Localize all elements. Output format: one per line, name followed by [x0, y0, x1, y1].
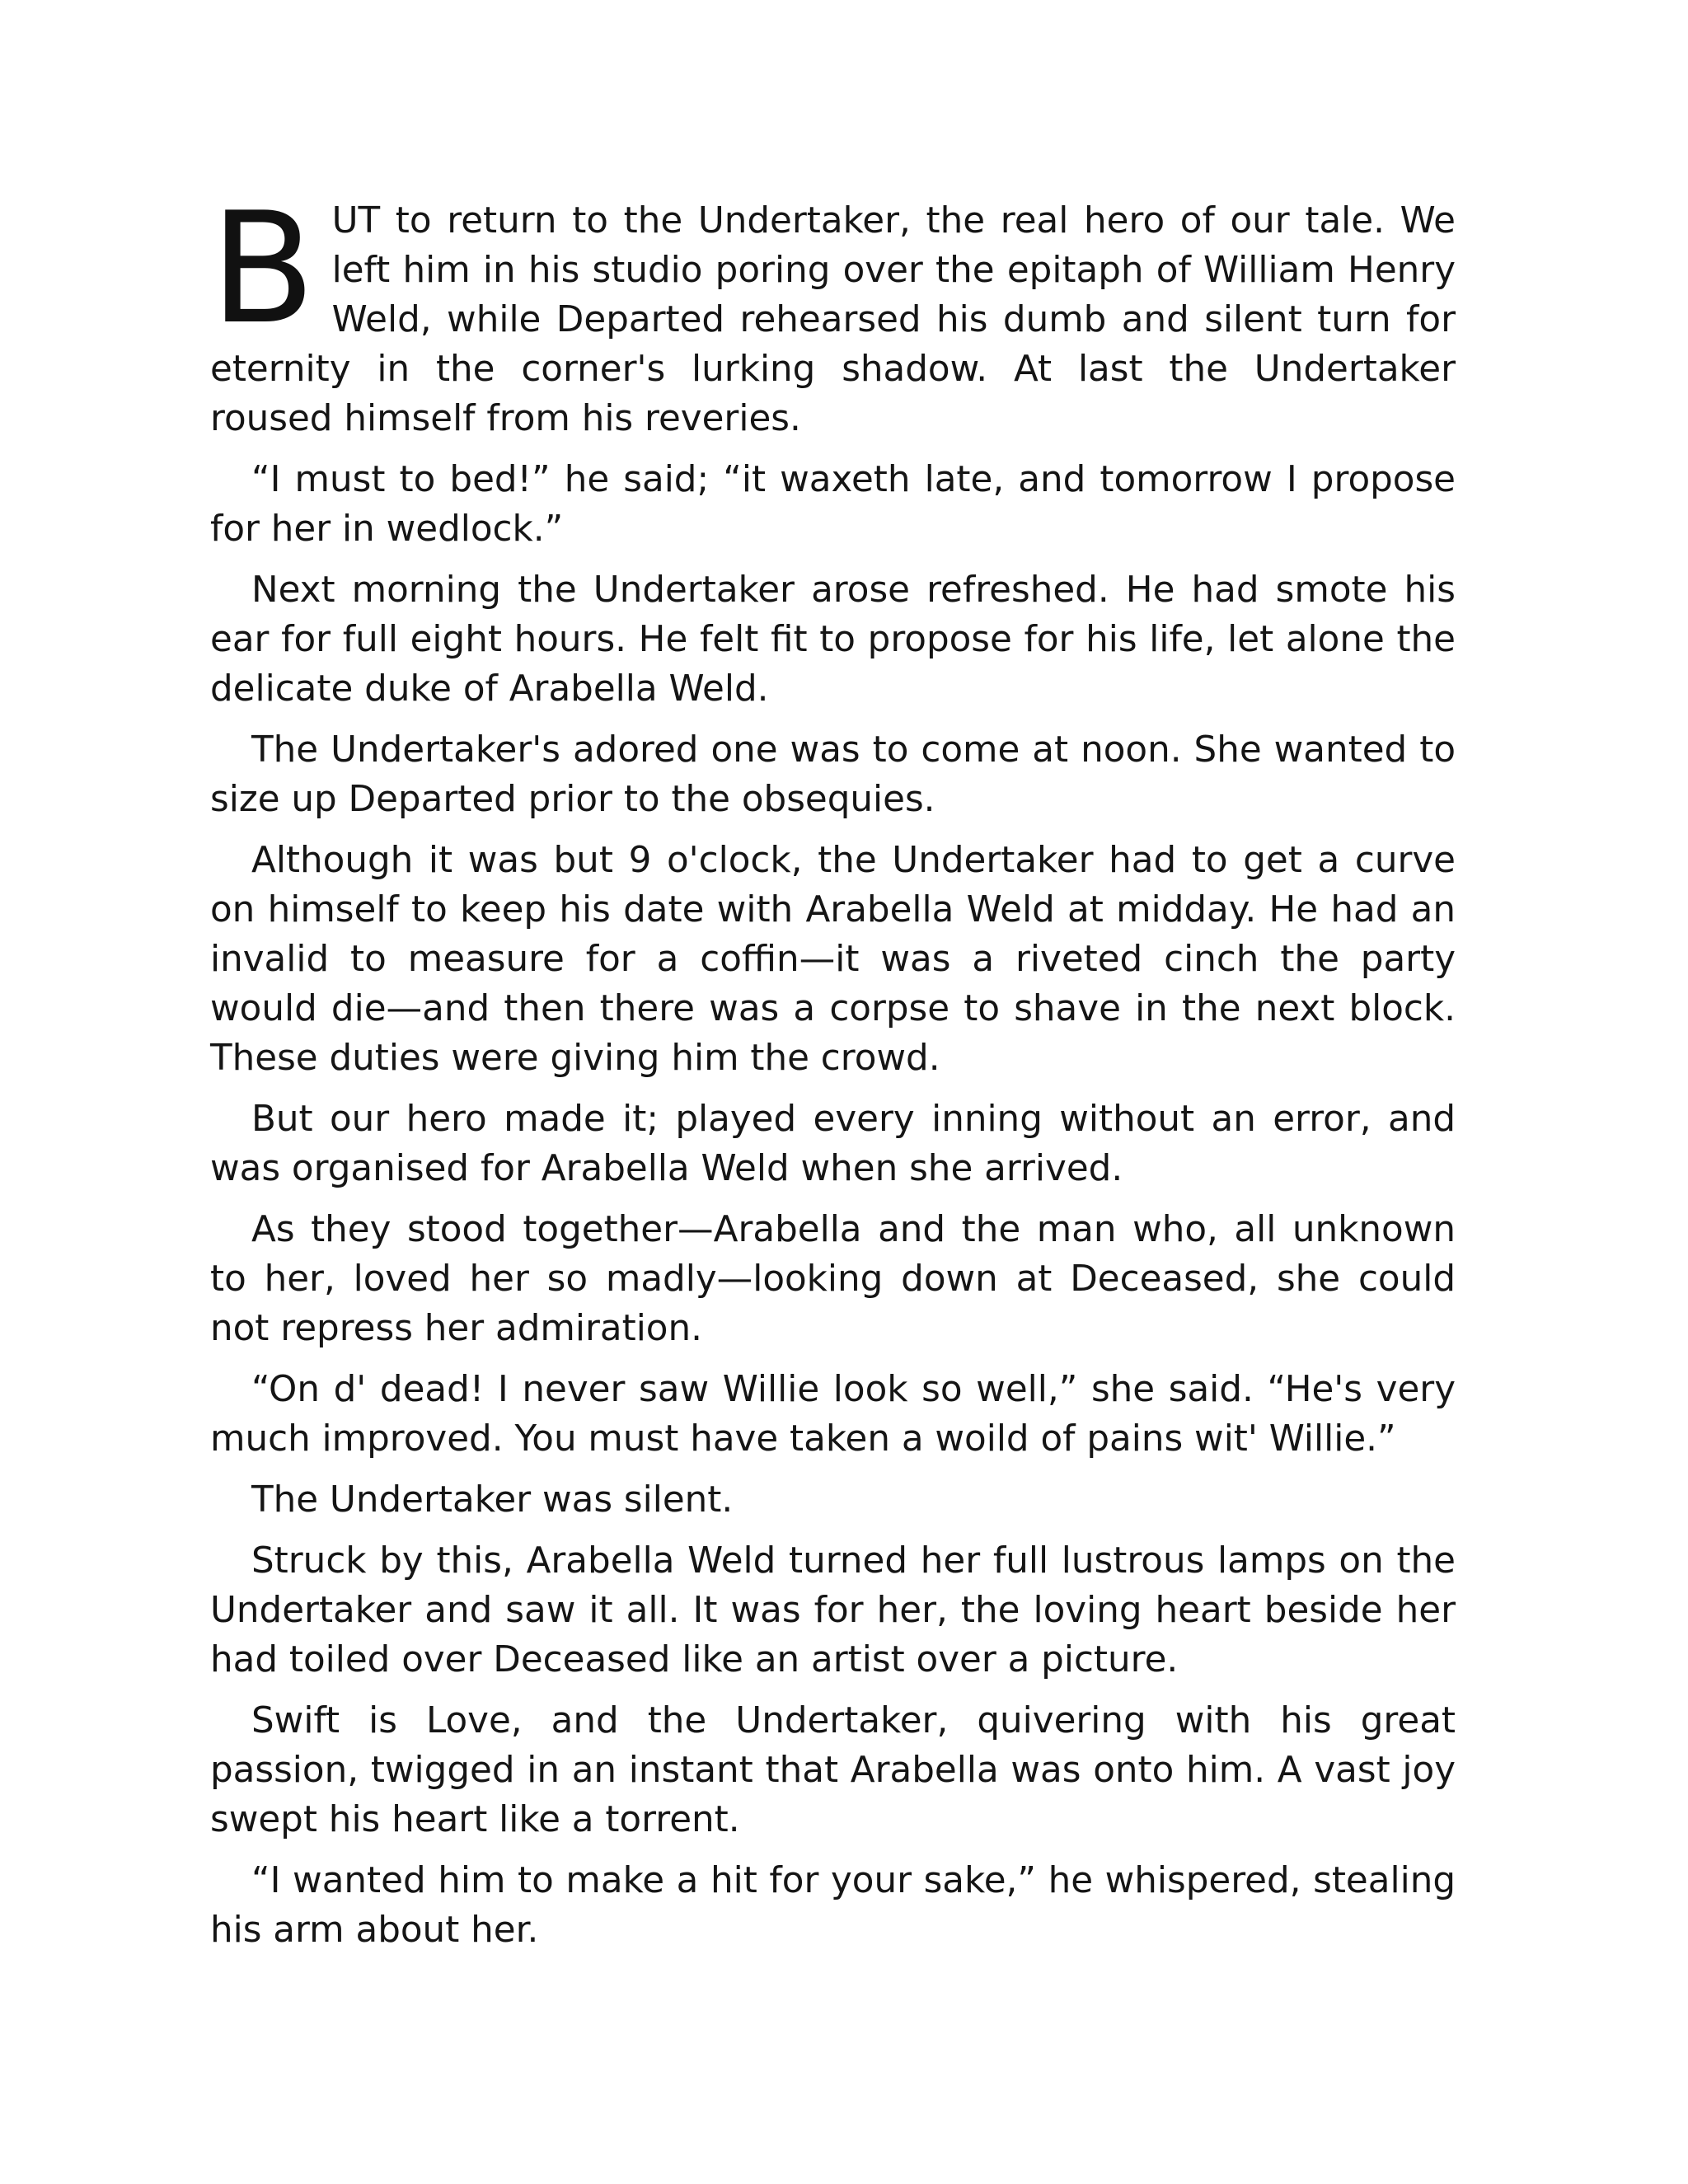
paragraph: Next morning the Undertaker arose refreshed. He had smote his ear for full eight hours. He felt fit to propose for his life, let alone the delicate duke of Arabella Weld. [210, 569, 1456, 710]
paragraph: Swift is Love, and the Undertaker, quivering with his great passion, twigged in an instant that Arabella was onto him. A vast joy swept his heart like a torrent. [210, 1700, 1456, 1840]
paragraph: But our hero made it; played every inning without an error, and was organised for Arabella Weld when she arrived. [210, 1099, 1456, 1189]
page-body [210, 179, 1456, 1966]
paragraph: The Undertaker was silent. [251, 1479, 734, 1521]
paragraph: Struck by this, Arabella Weld turned her full lustrous lamps on the Undertaker and saw it all. It was for her, the loving heart beside her had toiled over Deceased like an artist over a picture. [210, 1540, 1456, 1680]
drop-cap: B [210, 179, 316, 358]
opening-text: UT to return to the Undertaker, the real hero of our tale. We left him in his studio poring over the epitaph of William Henry Weld, while Departed rehearsed his dumb and silent turn for eternity in the corner's lurking shadow. At last the Undertaker roused himself from his reveries. [210, 200, 1456, 439]
paragraph: The Undertaker's adored one was to come at noon. She wanted to size up Departed prior to the obsequies. [210, 729, 1456, 820]
paragraph: As they stood together—Arabella and the man who, all unknown to her, loved her so madly—looking down at Deceased, she could not repress her admiration. [210, 1209, 1456, 1349]
paragraph: “I wanted him to make a hit for your sake,” he whispered, stealing his arm about her. [210, 1860, 1456, 1951]
paragraph: “On d' dead! I never saw Willie look so well,” she said. “He's very much improved. You must have taken a woild of pains wit' Willie.” [210, 1369, 1456, 1460]
paragraph: Although it was but 9 o'clock, the Undertaker had to get a curve on himself to keep his date with Arabella Weld at midday. He had an invalid to measure for a coffin—it was a riveted cinch the party would die—and then there was a corpse to shave in the next block. These duties were giving him the crowd. [210, 840, 1456, 1079]
opening-paragraph [210, 179, 1456, 443]
paragraph: “I must to bed!” he said; “it waxeth late, and tomorrow I propose for her in wedlock.” [210, 459, 1456, 550]
